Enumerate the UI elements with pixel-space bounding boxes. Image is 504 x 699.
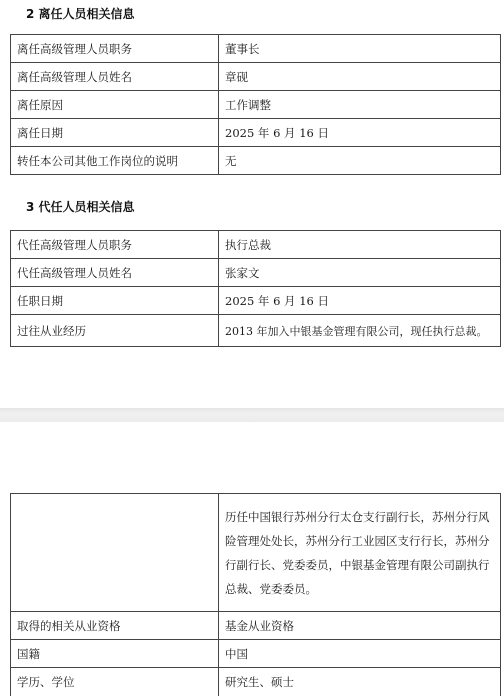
row-value: 2025 年 6 月 16 日: [219, 119, 501, 147]
row-label: 离任原因: [11, 91, 219, 119]
acting-officer-table: [10, 230, 501, 347]
table-row: [11, 315, 501, 347]
experience-continued: 历任中国银行苏州分行太仓支行副行长，苏州分行风险管理处处长，苏州分行工业园区支行行长，苏州分行副行长、党委委员，中银基金管理有限公司副执行总裁、党委委员。: [219, 494, 501, 612]
page-separator: [0, 408, 504, 422]
section-3-heading: 3 代任人员相关信息: [26, 200, 135, 214]
row-label: 转任本公司其他工作岗位的说明: [11, 147, 219, 175]
table-row: [11, 494, 501, 612]
table-row: [11, 35, 501, 63]
row-value: 2025 年 6 月 16 日: [219, 287, 501, 315]
row-label: 任职日期: [11, 287, 219, 315]
table-row: [11, 640, 501, 668]
row-label: 代任高级管理人员职务: [11, 231, 219, 259]
row-value: 无: [219, 147, 501, 175]
table-row: [11, 63, 501, 91]
row-label: 国籍: [11, 640, 219, 668]
table-row: [11, 147, 501, 175]
row-value: 工作调整: [219, 91, 501, 119]
row-label-empty: [11, 494, 219, 612]
departing-officer-table: [10, 34, 501, 175]
row-value: 执行总裁: [219, 231, 501, 259]
table-row: [11, 612, 501, 640]
row-label: 学历、学位: [11, 668, 219, 696]
row-label: 离任高级管理人员姓名: [11, 63, 219, 91]
acting-officer-table-continued: [10, 493, 501, 696]
table-row: [11, 287, 501, 315]
row-value: 章砚: [219, 63, 501, 91]
section-2-heading: 2 离任人员相关信息: [26, 7, 135, 21]
table-row: [11, 91, 501, 119]
row-label: 离任高级管理人员职务: [11, 35, 219, 63]
row-value: 研究生、硕士: [219, 668, 501, 696]
table-row: [11, 259, 501, 287]
row-label: 代任高级管理人员姓名: [11, 259, 219, 287]
table-row: [11, 231, 501, 259]
row-value: 中国: [219, 640, 501, 668]
table-row: [11, 119, 501, 147]
row-value: 张家文: [219, 259, 501, 287]
row-value: 2013 年加入中银基金管理有限公司，现任执行总裁。: [219, 315, 501, 347]
table-row: [11, 668, 501, 696]
row-value: 董事长: [219, 35, 501, 63]
row-value: 基金从业资格: [219, 612, 501, 640]
row-label: 离任日期: [11, 119, 219, 147]
row-label: 取得的相关从业资格: [11, 612, 219, 640]
row-label: 过往从业经历: [11, 315, 219, 347]
